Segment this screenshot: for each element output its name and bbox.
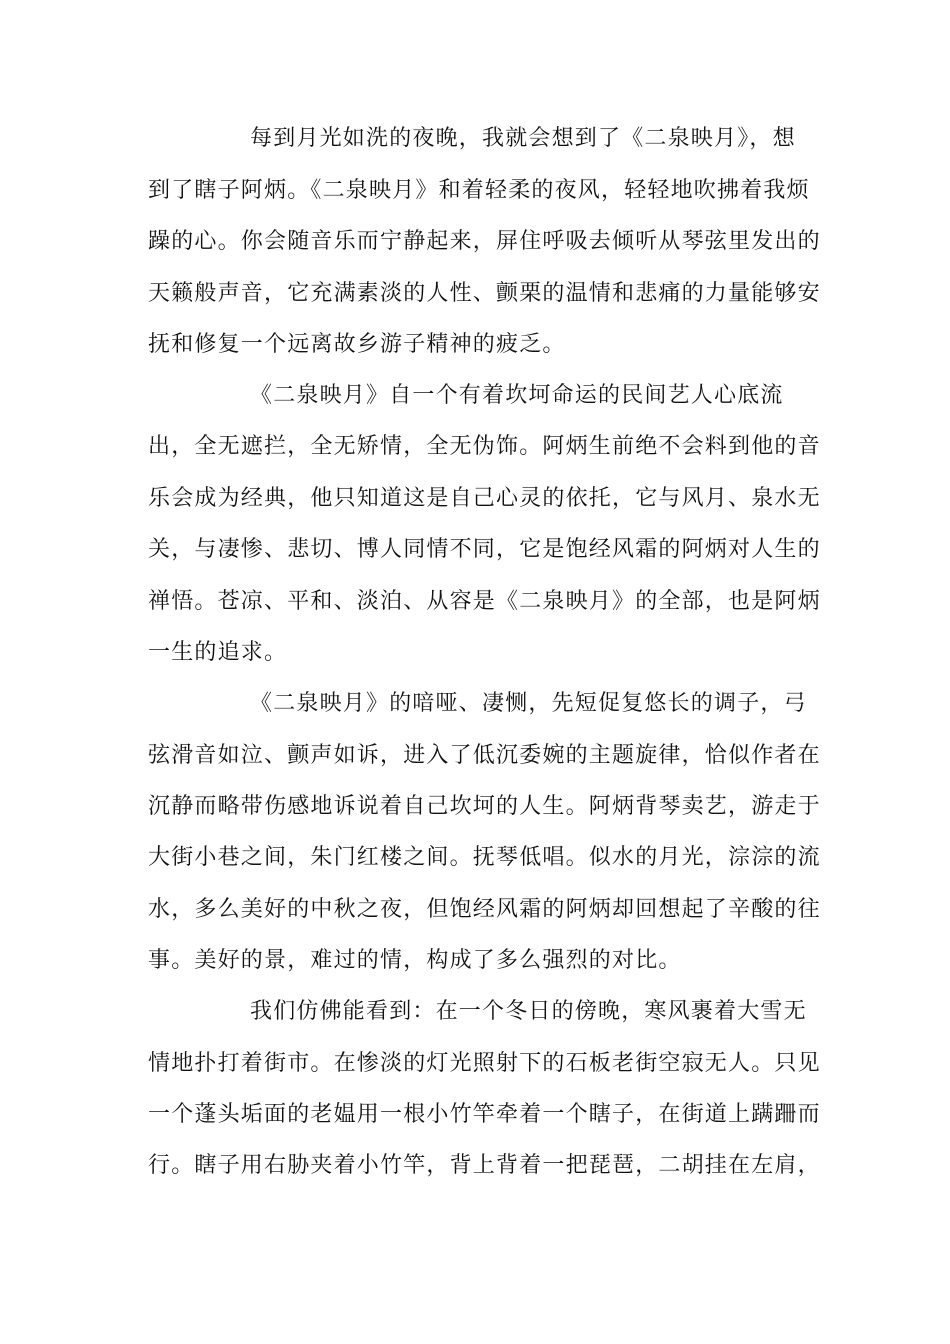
- text-line: 一生的追求。: [148, 640, 288, 665]
- text-line: 《二泉映月》自一个有着坎坷命运的民间艺人心底流: [250, 383, 784, 408]
- text-line: 天籁般声音，它充满素淡的人性、颤栗的温情和悲痛的力量能够安: [148, 281, 821, 306]
- text-line: 乐会成为经典，他只知道这是自己心灵的依托，它与风月、泉水无: [148, 486, 821, 511]
- text-line: 关，与凄惨、悲切、博人同情不同，它是饱经风霜的阿炳对人生的: [148, 537, 821, 562]
- text-line: 出，全无遮拦，全无矫情，全无伪饰。阿炳生前绝不会料到他的音: [148, 434, 821, 459]
- text-line: 行。瞎子用右胁夹着小竹竿，背上背着一把琵琶，二胡挂在左肩，: [148, 1153, 821, 1178]
- text-line: 情地扑打着街市。在惨淡的灯光照射下的石板老街空寂无人。只见: [148, 1051, 821, 1076]
- text-line: 躁的心。你会随音乐而宁静起来，屏住呼吸去倾听从琴弦里发出的: [148, 229, 821, 254]
- text-line: 水，多么美好的中秋之夜，但饱经风霜的阿炳却回想起了辛酸的往: [148, 897, 821, 922]
- text-line: 到了瞎子阿炳。《二泉映月》和着轻柔的夜风，轻轻地吹拂着我烦: [148, 178, 810, 203]
- text-line: 每到月光如洗的夜晚，我就会想到了《二泉映月》，想: [250, 126, 796, 151]
- text-line: 禅悟。苍凉、平和、淡泊、从容是《二泉映月》的全部，也是阿炳: [148, 589, 821, 614]
- text-line: 沉静而略带伤感地诉说着自己坎坷的人生。阿炳背琴卖艺，游走于: [148, 794, 821, 819]
- text-line: 我们仿佛能看到：在一个冬日的傍晚，寒风裹着大雪无: [250, 999, 807, 1024]
- text-line: 一个蓬头垢面的老媪用一根小竹竿牵着一个瞎子，在街道上蹒跚而: [148, 1102, 821, 1127]
- text-line: 抚和修复一个远离故乡游子精神的疲乏。: [148, 332, 566, 357]
- text-line: 《二泉映月》的喑哑、凄恻，先短促复悠长的调子，弓: [250, 691, 807, 716]
- text-line: 事。美好的景，难过的情，构成了多么强烈的对比。: [148, 948, 682, 973]
- text-line: 弦滑音如泣、颤声如诉，进入了低沉委婉的主题旋律，恰似作者在: [148, 743, 821, 768]
- text-line: 大街小巷之间，朱门红楼之间。抚琴低唱。似水的月光，淙淙的流: [148, 845, 821, 870]
